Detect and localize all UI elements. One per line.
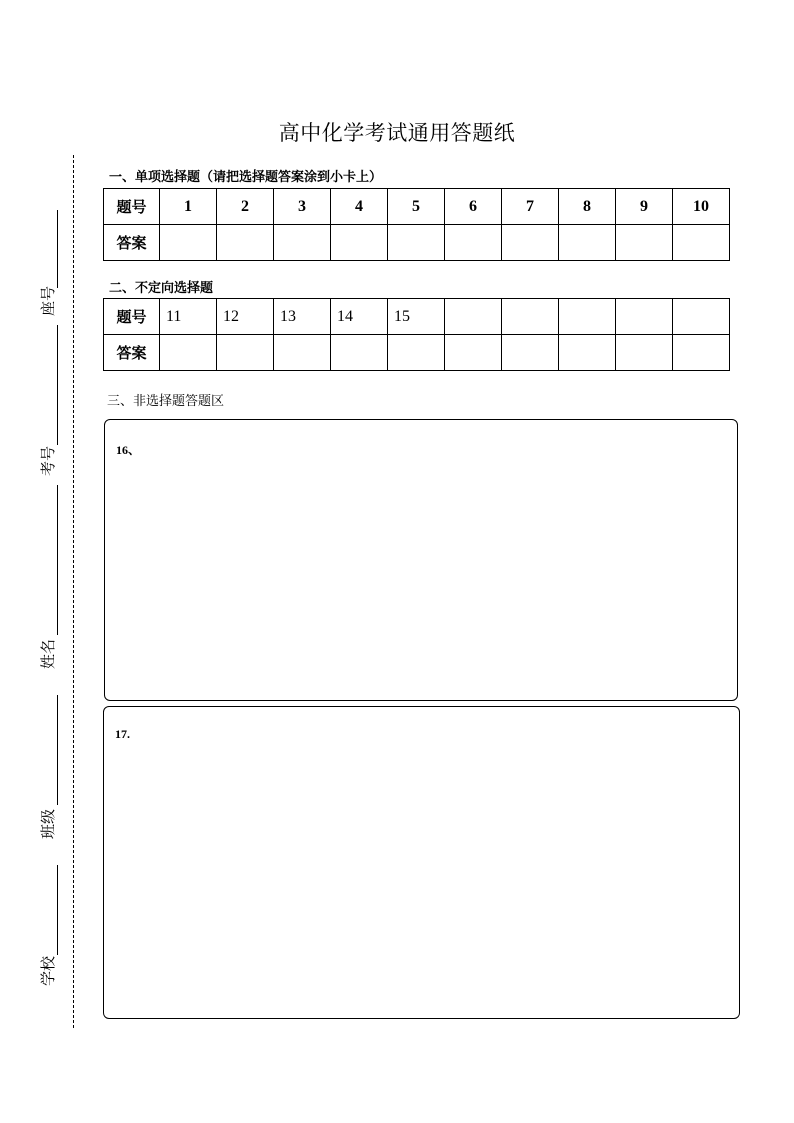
question-number: 3: [274, 189, 331, 225]
answer-cell[interactable]: [445, 225, 502, 261]
question-number: 4: [331, 189, 388, 225]
section1-heading: 一、单项选择题（请把选择题答案涂到小卡上）: [109, 170, 383, 185]
question-number: [673, 299, 730, 335]
answer-box-16[interactable]: [104, 419, 738, 701]
question-number: 7: [502, 189, 559, 225]
name-write-line[interactable]: [57, 485, 58, 635]
exam-no-label: 考号: [39, 446, 57, 477]
answer-cell[interactable]: [274, 225, 331, 261]
single-choice-table: [103, 188, 730, 261]
question-number: 5: [388, 189, 445, 225]
answer-cell[interactable]: [559, 225, 616, 261]
answer-cell[interactable]: [160, 335, 217, 371]
answer-row: [104, 225, 730, 261]
answer-cell[interactable]: [388, 225, 445, 261]
answer-cell[interactable]: [616, 335, 673, 371]
school-write-line[interactable]: [57, 865, 58, 955]
answer-cell[interactable]: [502, 335, 559, 371]
answer-cell[interactable]: [217, 225, 274, 261]
class-label: 班级: [39, 809, 57, 840]
exam-no-write-line[interactable]: [57, 325, 58, 445]
question-label-17: 17.: [115, 727, 130, 741]
question-number: 6: [445, 189, 502, 225]
question-number: 8: [559, 189, 616, 225]
question-number: 14: [331, 299, 388, 335]
answer-cell[interactable]: [502, 225, 559, 261]
seat-label: 座号: [39, 286, 57, 317]
question-number-row: [104, 189, 730, 225]
answer-cell[interactable]: [388, 335, 445, 371]
question-number: [616, 299, 673, 335]
answer-cell[interactable]: [673, 335, 730, 371]
question-number: [445, 299, 502, 335]
question-number: 10: [673, 189, 730, 225]
multi-choice-table: [103, 298, 730, 371]
name-label: 姓名: [39, 639, 57, 670]
row-label-question: 题号: [104, 189, 160, 225]
answer-cell[interactable]: [673, 225, 730, 261]
answer-cell[interactable]: [274, 335, 331, 371]
page-title: 高中化学考试通用答题纸: [278, 121, 516, 145]
row-label-answer: 答案: [104, 335, 160, 371]
question-number: 2: [217, 189, 274, 225]
answer-cell[interactable]: [559, 335, 616, 371]
answer-cell[interactable]: [445, 335, 502, 371]
row-label-answer: 答案: [104, 225, 160, 261]
answer-cell[interactable]: [616, 225, 673, 261]
answer-cell[interactable]: [160, 225, 217, 261]
answer-cell[interactable]: [217, 335, 274, 371]
row-label-question: 题号: [104, 299, 160, 335]
question-number: 1: [160, 189, 217, 225]
class-write-line[interactable]: [57, 695, 58, 805]
answer-cell[interactable]: [331, 335, 388, 371]
section3-heading: 三、非选择题答题区: [107, 394, 225, 409]
question-number: 12: [217, 299, 274, 335]
binding-dashed-line: [73, 155, 74, 1028]
question-number: 11: [160, 299, 217, 335]
question-number: 9: [616, 189, 673, 225]
section2-heading: 二、不定向选择题: [109, 281, 214, 296]
question-number-row: [104, 299, 730, 335]
answer-cell[interactable]: [331, 225, 388, 261]
question-number: 15: [388, 299, 445, 335]
question-number: [502, 299, 559, 335]
question-number: 13: [274, 299, 331, 335]
school-label: 学校: [39, 956, 57, 987]
question-number: [559, 299, 616, 335]
answer-box-17[interactable]: [103, 706, 740, 1019]
question-label-16: 16、: [116, 443, 141, 457]
answer-row: [104, 335, 730, 371]
seat-write-line[interactable]: [57, 210, 58, 288]
